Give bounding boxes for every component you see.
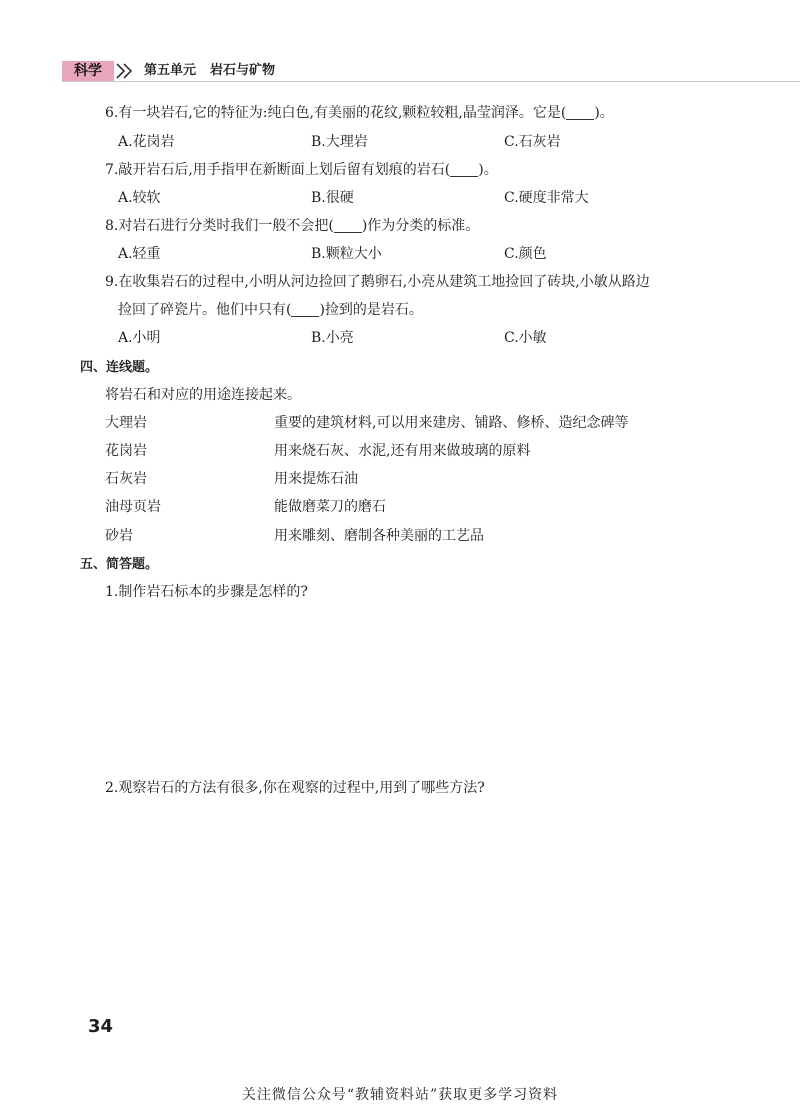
question-8-option-c: C.颜色	[504, 246, 547, 262]
section-4-instruction: 将岩石和对应的用途连接起来。	[105, 387, 301, 403]
answer-blank[interactable]	[291, 301, 319, 317]
unit-name: 岩石与矿物	[210, 63, 276, 78]
rock-item[interactable]: 花岗岩	[105, 443, 147, 459]
question-7-stem: 7.敲开岩石后,用手指甲在新断面上划后留有划痕的岩石( )。	[105, 162, 498, 178]
question-7-option-b: B.很硬	[311, 190, 354, 206]
section-4-title: 四、连线题。	[80, 360, 159, 375]
rock-item[interactable]: 油母页岩	[105, 499, 161, 515]
page-header	[62, 61, 800, 81]
rock-item[interactable]: 砂岩	[105, 528, 133, 544]
unit-title	[144, 61, 289, 81]
use-item[interactable]: 用来烧石灰、水泥,还有用来做玻璃的原料	[274, 443, 531, 459]
question-6-option-a: A.花岗岩	[118, 134, 175, 150]
answer-blank[interactable]	[566, 104, 594, 120]
answer-area-2[interactable]	[105, 804, 725, 1004]
header-divider	[62, 81, 800, 82]
subject-tag: 科学	[62, 61, 114, 81]
use-item[interactable]: 用来提炼石油	[274, 471, 358, 487]
question-8-option-b: B.颗粒大小	[311, 246, 382, 262]
answer-area-1[interactable]	[105, 608, 725, 773]
answer-blank[interactable]	[334, 217, 362, 233]
question-8-option-a: A.轻重	[118, 246, 161, 262]
page-number: 34	[88, 1016, 114, 1037]
use-item[interactable]: 能做磨菜刀的磨石	[274, 499, 386, 515]
question-6-option-c: C.石灰岩	[504, 134, 561, 150]
question-9-stem: 9.在收集岩石的过程中,小明从河边捡回了鹅卵石,小亮从建筑工地捡回了砖块,小敏从路边	[105, 274, 650, 290]
answer-blank[interactable]	[450, 161, 478, 177]
double-chevron-icon	[114, 61, 138, 81]
use-item[interactable]: 用来雕刻、磨制各种美丽的工艺品	[274, 528, 484, 544]
question-9-option-a: A.小明	[118, 330, 161, 346]
rock-item[interactable]: 石灰岩	[105, 471, 147, 487]
footer-note: 关注微信公众号“教辅资料站”获取更多学习资料	[241, 1087, 559, 1103]
rock-item[interactable]: 大理岩	[105, 415, 147, 431]
question-7-option-a: A.较软	[118, 190, 161, 206]
question-9-stem-cont: 捡回了碎瓷片。他们中只有( )捡到的是岩石。	[118, 302, 423, 318]
question-8-stem: 8.对岩石进行分类时我们一般不会把( )作为分类的标准。	[105, 218, 480, 234]
section-5-title: 五、简答题。	[80, 557, 159, 572]
short-answer-question-1: 1.制作岩石标本的步骤是怎样的?	[105, 584, 308, 600]
question-7-option-c: C.硬度非常大	[504, 190, 589, 206]
question-9-option-c: C.小敏	[504, 330, 547, 346]
question-6-stem: 6.有一块岩石,它的特征为:纯白色,有美丽的花纹,颗粒较粗,晶莹润泽。它是( )。	[105, 105, 614, 121]
use-item[interactable]: 重要的建筑材料,可以用来建房、铺路、修桥、造纪念碑等	[274, 415, 629, 431]
question-6-option-b: B.大理岩	[311, 134, 368, 150]
question-9-option-b: B.小亮	[311, 330, 354, 346]
short-answer-question-2: 2.观察岩石的方法有很多,你在观察的过程中,用到了哪些方法?	[105, 780, 485, 796]
unit-number: 第五单元	[144, 63, 197, 78]
